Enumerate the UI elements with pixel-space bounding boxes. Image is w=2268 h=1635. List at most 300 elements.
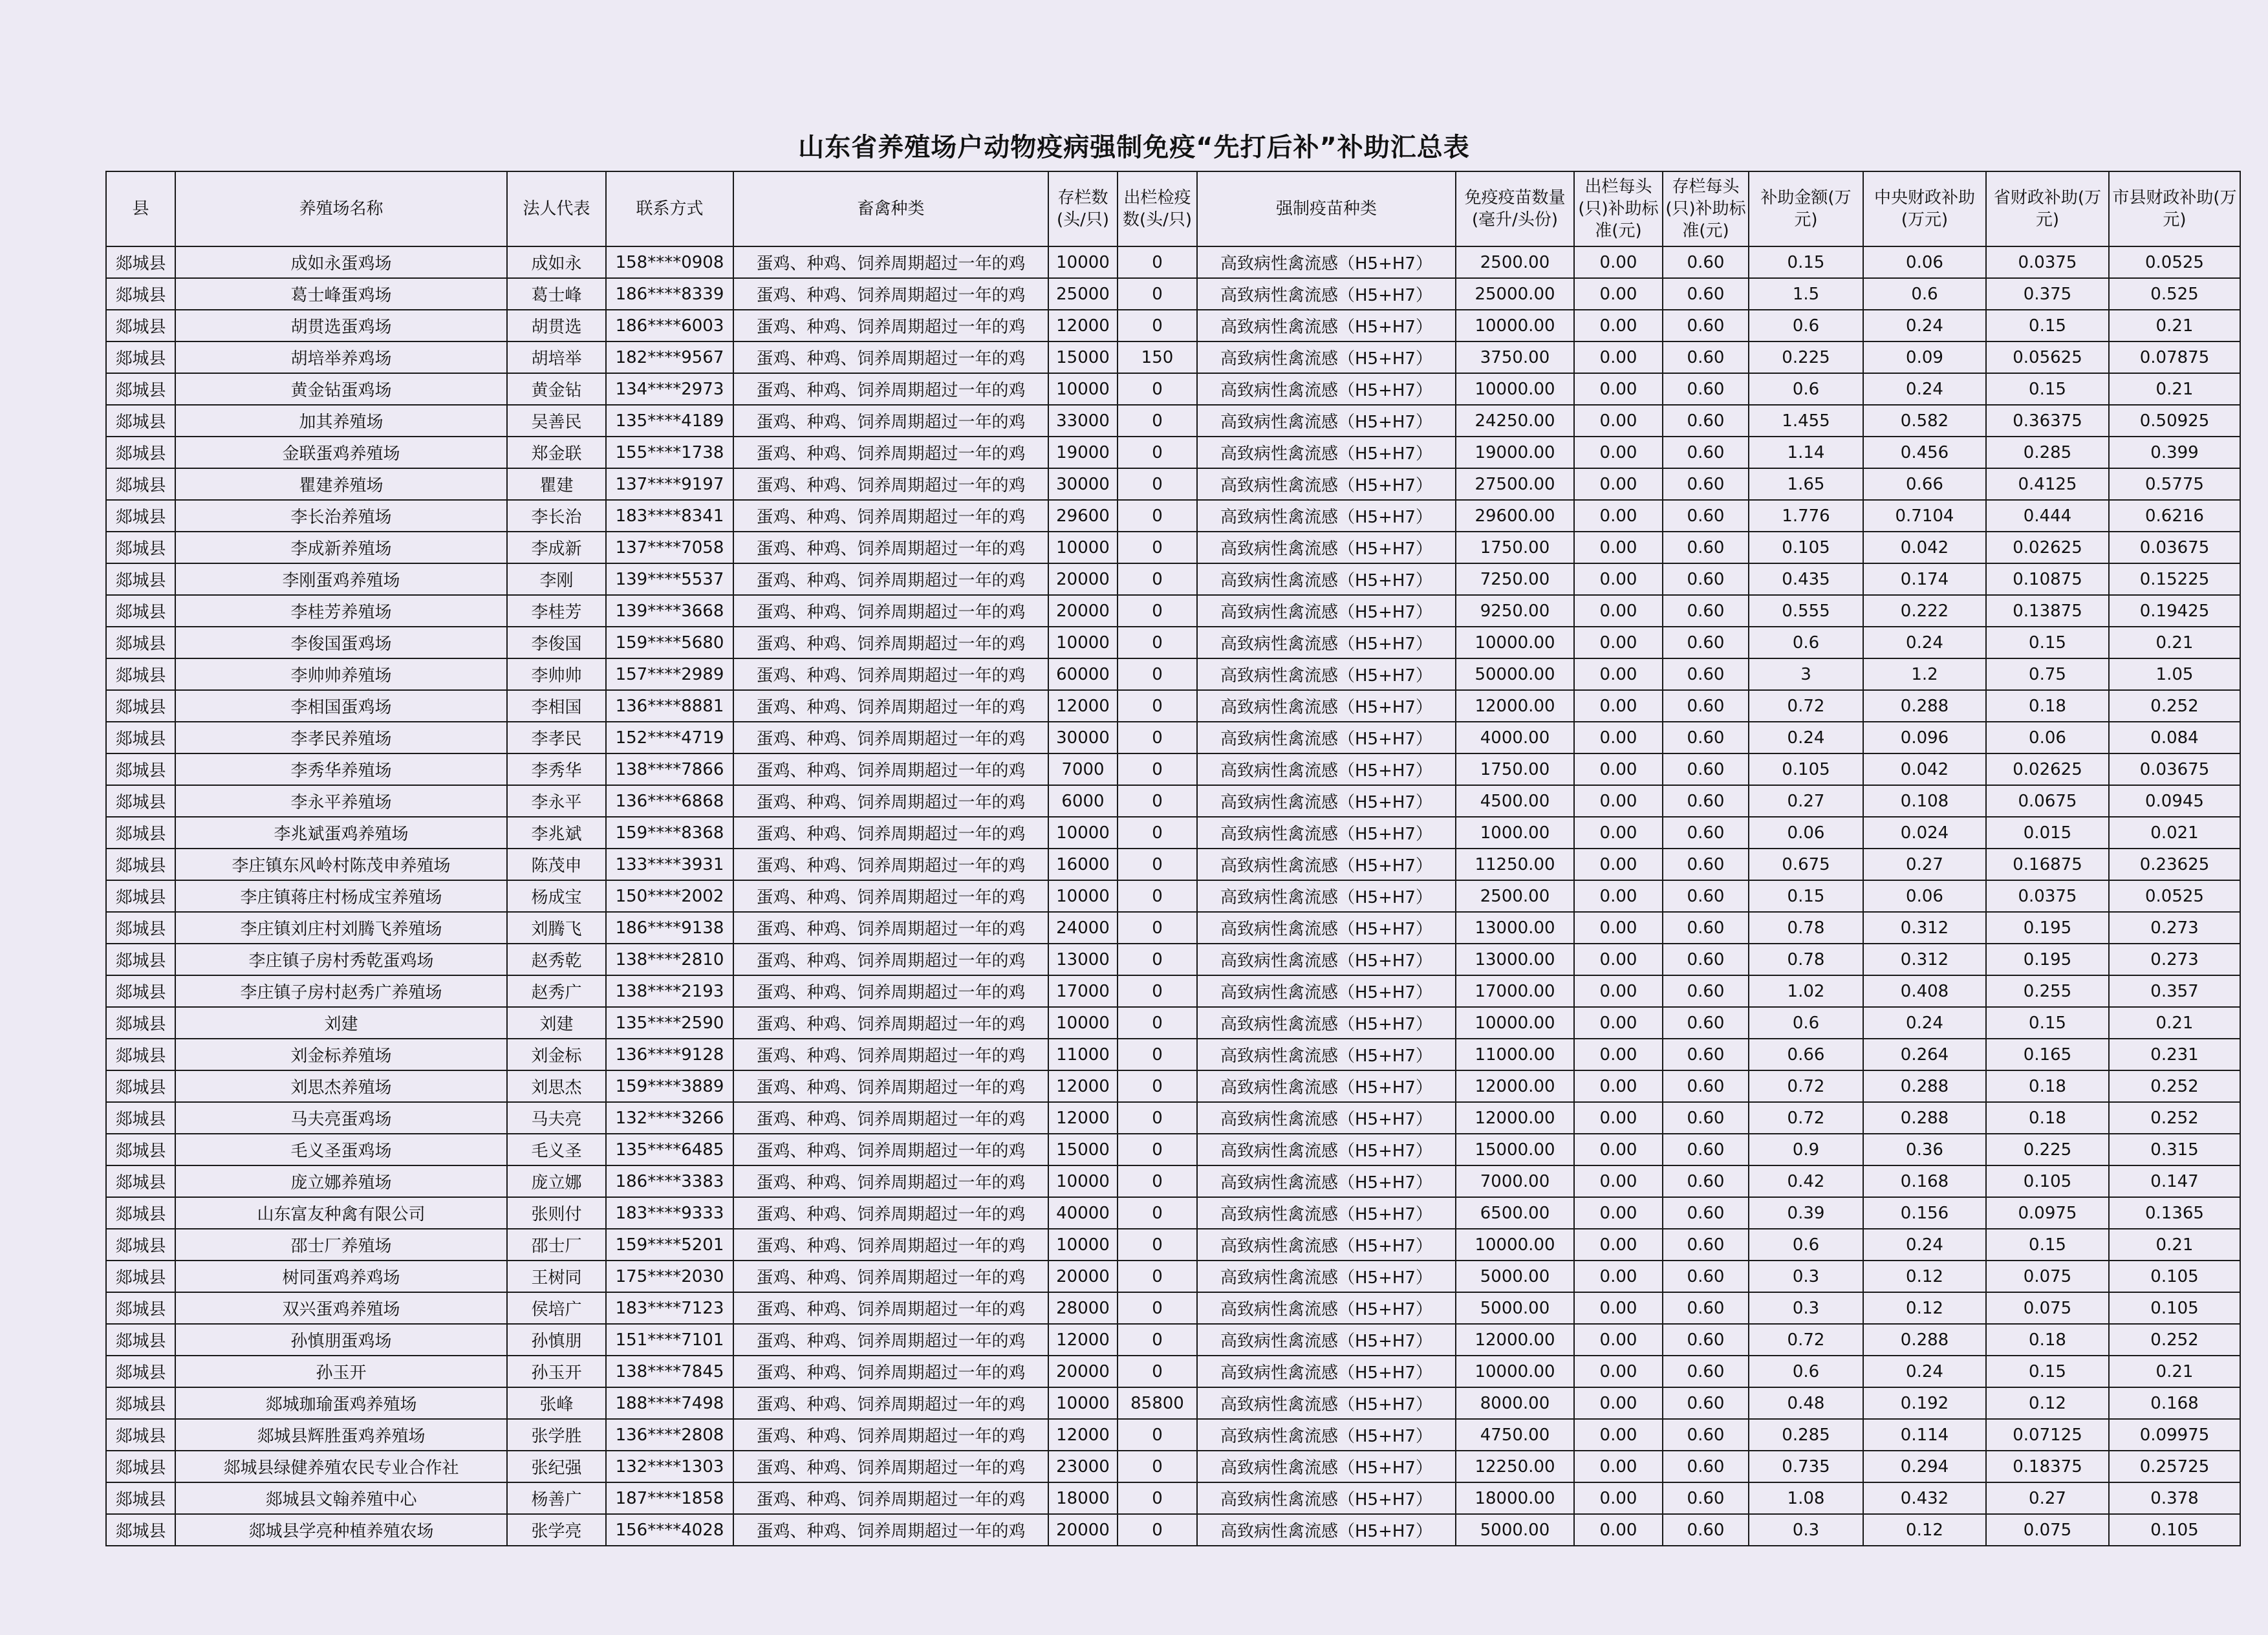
- table-cell: 郯城县: [106, 1007, 175, 1039]
- table-cell: 0.60: [1663, 595, 1749, 627]
- table-cell: 0.21: [2109, 1356, 2240, 1387]
- table-cell: 0.60: [1663, 658, 1749, 690]
- column-header: 存栏数(头/只): [1048, 171, 1118, 246]
- table-cell: 27500.00: [1456, 468, 1574, 500]
- table-cell: 25000.00: [1456, 278, 1574, 310]
- table-cell: 0.24: [1863, 1356, 1986, 1387]
- table-row: [106, 817, 2240, 849]
- table-cell: 郯城县: [106, 405, 175, 437]
- table-cell: 0: [1118, 817, 1197, 849]
- table-cell: 0.6216: [2109, 500, 2240, 532]
- table-cell: 0.675: [1749, 849, 1863, 880]
- column-header: 中央财政补助(万元): [1863, 171, 1986, 246]
- table-cell: 0.00: [1574, 1419, 1663, 1451]
- table-cell: 0.222: [1863, 595, 1986, 627]
- table-cell: 蛋鸡、种鸡、饲养周期超过一年的鸡: [733, 468, 1048, 500]
- table-cell: 137****9197: [606, 468, 733, 500]
- table-cell: 蛋鸡、种鸡、饲养周期超过一年的鸡: [733, 1007, 1048, 1039]
- table-cell: 13000: [1048, 944, 1118, 975]
- table-cell: 0.15: [1986, 310, 2109, 341]
- table-cell: 0.15: [1749, 246, 1863, 278]
- table-cell: 高致病性禽流感（H5+H7）: [1197, 563, 1456, 595]
- table-cell: 0.6: [1749, 1007, 1863, 1039]
- table-cell: 瞿建: [507, 468, 606, 500]
- table-cell: 10000: [1048, 373, 1118, 405]
- table-cell: 5000.00: [1456, 1292, 1574, 1324]
- table-cell: 0: [1118, 246, 1197, 278]
- table-cell: 0.735: [1749, 1451, 1863, 1482]
- table-cell: 19000: [1048, 437, 1118, 468]
- page-title: 山东省养殖场户动物疫病强制免疫“先打后补”补助汇总表: [798, 133, 1470, 162]
- table-cell: 0.21: [2109, 1229, 2240, 1261]
- table-cell: 0.00: [1574, 1102, 1663, 1134]
- table-cell: 刘腾飞: [507, 912, 606, 944]
- table-cell: 0.07125: [1986, 1419, 2109, 1451]
- table-cell: 24250.00: [1456, 405, 1574, 437]
- table-cell: 0.03675: [2109, 753, 2240, 785]
- table-row: [106, 1387, 2240, 1419]
- table-cell: 郯城县: [106, 341, 175, 373]
- table-cell: 0.66: [1749, 1039, 1863, 1070]
- table-cell: 12000: [1048, 1070, 1118, 1102]
- table-cell: 10000.00: [1456, 1007, 1574, 1039]
- table-cell: 高致病性禽流感（H5+H7）: [1197, 1356, 1456, 1387]
- table-cell: 蛋鸡、种鸡、饲养周期超过一年的鸡: [733, 1070, 1048, 1102]
- table-cell: 0.042: [1863, 532, 1986, 563]
- table-cell: 12000: [1048, 1324, 1118, 1356]
- table-cell: 0.72: [1749, 1070, 1863, 1102]
- table-cell: 成如永: [507, 246, 606, 278]
- table-cell: 0.105: [2109, 1514, 2240, 1546]
- table-cell: 0.0975: [1986, 1197, 2109, 1229]
- table-cell: 0.105: [2109, 1261, 2240, 1292]
- table-cell: 0.156: [1863, 1197, 1986, 1229]
- table-cell: 张学胜: [507, 1419, 606, 1451]
- table-cell: 0.312: [1863, 912, 1986, 944]
- column-header: 市县财政补助(万元): [2109, 171, 2240, 246]
- table-cell: 0.18: [1986, 1324, 2109, 1356]
- table-cell: 0.6: [1749, 1229, 1863, 1261]
- table-cell: 0: [1118, 690, 1197, 722]
- table-cell: 0: [1118, 405, 1197, 437]
- table-cell: 138****7866: [606, 753, 733, 785]
- table-cell: 0.27: [1749, 785, 1863, 817]
- table-cell: 0.3: [1749, 1514, 1863, 1546]
- table-cell: 高致病性禽流感（H5+H7）: [1197, 373, 1456, 405]
- table-cell: 0.105: [2109, 1292, 2240, 1324]
- table-cell: 赵秀广: [507, 975, 606, 1007]
- table-cell: 赵秀乾: [507, 944, 606, 975]
- table-cell: 12000.00: [1456, 690, 1574, 722]
- table-cell: 0.78: [1749, 912, 1863, 944]
- table-row: [106, 373, 2240, 405]
- table-cell: 0.15: [1986, 1356, 2109, 1387]
- table-cell: 0: [1118, 500, 1197, 532]
- table-cell: 高致病性禽流感（H5+H7）: [1197, 690, 1456, 722]
- table-cell: 0.60: [1663, 785, 1749, 817]
- table-cell: 李长治: [507, 500, 606, 532]
- table-cell: 175****2030: [606, 1261, 733, 1292]
- table-row: [106, 1261, 2240, 1292]
- table-cell: 胡贯选蛋鸡场: [175, 310, 507, 341]
- table-cell: 159****5680: [606, 627, 733, 658]
- table-cell: 0: [1118, 1165, 1197, 1197]
- table-row: [106, 1039, 2240, 1070]
- table-row: [106, 563, 2240, 595]
- table-cell: 135****6485: [606, 1134, 733, 1165]
- table-cell: 0.00: [1574, 468, 1663, 500]
- table-row: [106, 246, 2240, 278]
- table-cell: 高致病性禽流感（H5+H7）: [1197, 341, 1456, 373]
- table-cell: 高致病性禽流感（H5+H7）: [1197, 627, 1456, 658]
- table-cell: 0: [1118, 1007, 1197, 1039]
- table-cell: 0.00: [1574, 405, 1663, 437]
- table-cell: 李长治养殖场: [175, 500, 507, 532]
- table-cell: 0.168: [1863, 1165, 1986, 1197]
- table-cell: 0.435: [1749, 563, 1863, 595]
- table-cell: 0.36: [1863, 1134, 1986, 1165]
- table-cell: 胡贯选: [507, 310, 606, 341]
- table-cell: 136****8881: [606, 690, 733, 722]
- table-cell: 1000.00: [1456, 817, 1574, 849]
- table-cell: 郯城县: [106, 1514, 175, 1546]
- table-row: [106, 405, 2240, 437]
- table-cell: 高致病性禽流感（H5+H7）: [1197, 1292, 1456, 1324]
- table-cell: 85800: [1118, 1387, 1197, 1419]
- table-cell: 134****2973: [606, 373, 733, 405]
- table-cell: 刘思杰: [507, 1070, 606, 1102]
- table-cell: 高致病性禽流感（H5+H7）: [1197, 1007, 1456, 1039]
- table-cell: 11000.00: [1456, 1039, 1574, 1070]
- table-cell: 0.60: [1663, 341, 1749, 373]
- subsidy-table: [105, 171, 2241, 1546]
- table-cell: 0.6: [1863, 278, 1986, 310]
- column-header: 省财政补助(万元): [1986, 171, 2109, 246]
- table-cell: 0.60: [1663, 1261, 1749, 1292]
- table-cell: 30000: [1048, 468, 1118, 500]
- table-cell: 李桂芳养殖场: [175, 595, 507, 627]
- table-cell: 郯城县: [106, 500, 175, 532]
- table-cell: 0.075: [1986, 1261, 2109, 1292]
- table-cell: 郯城县: [106, 1134, 175, 1165]
- table-cell: 16000: [1048, 849, 1118, 880]
- table-cell: 136****2808: [606, 1419, 733, 1451]
- table-cell: 郯城县文翰养殖中心: [175, 1482, 507, 1514]
- table-cell: 蛋鸡、种鸡、饲养周期超过一年的鸡: [733, 849, 1048, 880]
- table-cell: 0.00: [1574, 1134, 1663, 1165]
- table-cell: 0: [1118, 1197, 1197, 1229]
- table-cell: 郯城县: [106, 1197, 175, 1229]
- table-cell: 郯城县: [106, 944, 175, 975]
- table-cell: 0.3: [1749, 1261, 1863, 1292]
- table-row: [106, 849, 2240, 880]
- table-cell: 0.00: [1574, 722, 1663, 753]
- table-cell: 郯城县: [106, 1387, 175, 1419]
- table-cell: 侯培广: [507, 1292, 606, 1324]
- table-cell: 0.60: [1663, 1482, 1749, 1514]
- table-cell: 树同蛋鸡养鸡场: [175, 1261, 507, 1292]
- table-cell: 0.00: [1574, 1324, 1663, 1356]
- table-cell: 郯城县绿健养殖农民专业合作社: [175, 1451, 507, 1482]
- table-cell: 黄金钻蛋鸡场: [175, 373, 507, 405]
- column-header: 存栏每头(只)补助标准(元): [1663, 171, 1749, 246]
- table-cell: 0.60: [1663, 1134, 1749, 1165]
- table-cell: 0.9: [1749, 1134, 1863, 1165]
- table-cell: 0.6: [1749, 373, 1863, 405]
- table-cell: 0.21: [2109, 1007, 2240, 1039]
- column-header: 补助金额(万元): [1749, 171, 1863, 246]
- table-cell: 0.15: [1986, 1007, 2109, 1039]
- table-cell: 高致病性禽流感（H5+H7）: [1197, 817, 1456, 849]
- table-cell: 150: [1118, 341, 1197, 373]
- table-cell: 1.5: [1749, 278, 1863, 310]
- table-cell: 18000: [1048, 1482, 1118, 1514]
- table-row: [106, 1451, 2240, 1482]
- table-cell: 10000: [1048, 1229, 1118, 1261]
- table-cell: 蛋鸡、种鸡、饲养周期超过一年的鸡: [733, 373, 1048, 405]
- table-cell: 李成新: [507, 532, 606, 563]
- table-cell: 18000.00: [1456, 1482, 1574, 1514]
- table-cell: 0.60: [1663, 1070, 1749, 1102]
- column-header: 出栏检疫数(头/只): [1118, 171, 1197, 246]
- table-row: [106, 785, 2240, 817]
- table-cell: 0.12: [1863, 1261, 1986, 1292]
- table-cell: 0: [1118, 437, 1197, 468]
- table-cell: 4500.00: [1456, 785, 1574, 817]
- table-cell: 0.285: [1749, 1419, 1863, 1451]
- table-cell: 郯城县: [106, 722, 175, 753]
- table-cell: 郯城县: [106, 1070, 175, 1102]
- table-cell: 0.07875: [2109, 341, 2240, 373]
- table-cell: 双兴蛋鸡养殖场: [175, 1292, 507, 1324]
- table-cell: 13000.00: [1456, 944, 1574, 975]
- table-cell: 高致病性禽流感（H5+H7）: [1197, 1039, 1456, 1070]
- table-cell: 183****9333: [606, 1197, 733, 1229]
- table-cell: 155****1738: [606, 437, 733, 468]
- table-cell: 0.10875: [1986, 563, 2109, 595]
- table-cell: 郯城县: [106, 1229, 175, 1261]
- table-cell: 0.75: [1986, 658, 2109, 690]
- table-cell: 郯城县: [106, 849, 175, 880]
- table-cell: 182****9567: [606, 341, 733, 373]
- table-cell: 0.66: [1863, 468, 1986, 500]
- table-cell: 0.00: [1574, 341, 1663, 373]
- table-cell: 马夫亮蛋鸡场: [175, 1102, 507, 1134]
- table-cell: 0: [1118, 1451, 1197, 1482]
- table-cell: 0.456: [1863, 437, 1986, 468]
- table-row: [106, 975, 2240, 1007]
- table-cell: 10000: [1048, 532, 1118, 563]
- table-cell: 157****2989: [606, 658, 733, 690]
- table-cell: 0.18375: [1986, 1451, 2109, 1482]
- table-cell: 0.16875: [1986, 849, 2109, 880]
- table-cell: 0.225: [1749, 341, 1863, 373]
- table-cell: 10000.00: [1456, 373, 1574, 405]
- table-cell: 刘金标: [507, 1039, 606, 1070]
- table-cell: 10000: [1048, 817, 1118, 849]
- table-cell: 0: [1118, 658, 1197, 690]
- table-cell: 0.60: [1663, 817, 1749, 849]
- table-cell: 0.00: [1574, 1039, 1663, 1070]
- table-row: [106, 944, 2240, 975]
- table-row: [106, 595, 2240, 627]
- table-cell: 0.72: [1749, 1102, 1863, 1134]
- table-cell: 0.00: [1574, 753, 1663, 785]
- table-cell: 0.294: [1863, 1451, 1986, 1482]
- table-cell: 0.24: [1863, 1007, 1986, 1039]
- table-cell: 郯城县: [106, 1324, 175, 1356]
- table-cell: 2500.00: [1456, 246, 1574, 278]
- table-cell: 邵士厂养殖场: [175, 1229, 507, 1261]
- table-cell: 17000.00: [1456, 975, 1574, 1007]
- table-cell: 李兆斌: [507, 817, 606, 849]
- table-cell: 151****7101: [606, 1324, 733, 1356]
- table-cell: 0.0525: [2109, 880, 2240, 912]
- table-cell: 0.00: [1574, 1070, 1663, 1102]
- table-cell: 186****9138: [606, 912, 733, 944]
- table-cell: 李永平: [507, 785, 606, 817]
- table-cell: 李庄镇子房村秀乾蛋鸡场: [175, 944, 507, 975]
- table-cell: 0: [1118, 1261, 1197, 1292]
- table-cell: 0.165: [1986, 1039, 2109, 1070]
- table-cell: 0.60: [1663, 532, 1749, 563]
- table-cell: 蛋鸡、种鸡、饲养周期超过一年的鸡: [733, 1134, 1048, 1165]
- table-cell: 0.06: [1986, 722, 2109, 753]
- table-cell: 0.27: [1986, 1482, 2109, 1514]
- table-row: [106, 341, 2240, 373]
- column-header: 县: [106, 171, 175, 246]
- table-cell: 4000.00: [1456, 722, 1574, 753]
- table-cell: 0.02625: [1986, 753, 2109, 785]
- table-cell: 0.00: [1574, 944, 1663, 975]
- table-cell: 高致病性禽流感（H5+H7）: [1197, 1134, 1456, 1165]
- table-cell: 15000.00: [1456, 1134, 1574, 1165]
- table-cell: 17000: [1048, 975, 1118, 1007]
- table-cell: 0.36375: [1986, 405, 2109, 437]
- table-row: [106, 1070, 2240, 1102]
- table-cell: 1.08: [1749, 1482, 1863, 1514]
- table-cell: 3: [1749, 658, 1863, 690]
- table-cell: 0: [1118, 468, 1197, 500]
- table-cell: 0.00: [1574, 975, 1663, 1007]
- table-cell: 0.312: [1863, 944, 1986, 975]
- table-cell: 0.42: [1749, 1165, 1863, 1197]
- table-cell: 蛋鸡、种鸡、饲养周期超过一年的鸡: [733, 278, 1048, 310]
- table-cell: 0: [1118, 975, 1197, 1007]
- table-cell: 毛义圣蛋鸡场: [175, 1134, 507, 1165]
- table-cell: 0.255: [1986, 975, 2109, 1007]
- table-cell: 郯城县辉胜蛋鸡养殖场: [175, 1419, 507, 1451]
- table-cell: 0.72: [1749, 1324, 1863, 1356]
- table-cell: 0.225: [1986, 1134, 2109, 1165]
- column-header: 出栏每头(只)补助标准(元): [1574, 171, 1663, 246]
- table-cell: 李孝民: [507, 722, 606, 753]
- table-cell: 0.582: [1863, 405, 1986, 437]
- table-cell: 蛋鸡、种鸡、饲养周期超过一年的鸡: [733, 341, 1048, 373]
- table-cell: 4750.00: [1456, 1419, 1574, 1451]
- table-row: [106, 627, 2240, 658]
- column-header: 养殖场名称: [175, 171, 507, 246]
- table-cell: 蛋鸡、种鸡、饲养周期超过一年的鸡: [733, 1451, 1048, 1482]
- table-cell: 李庄镇子房村赵秀广养殖场: [175, 975, 507, 1007]
- table-cell: 0.00: [1574, 1261, 1663, 1292]
- table-row: [106, 500, 2240, 532]
- table-cell: 0.00: [1574, 849, 1663, 880]
- table-row: [106, 437, 2240, 468]
- table-cell: 132****1303: [606, 1451, 733, 1482]
- table-cell: 郯城县: [106, 1482, 175, 1514]
- table-cell: 0.252: [2109, 1070, 2240, 1102]
- table-cell: 郯城县: [106, 1039, 175, 1070]
- table-cell: 8000.00: [1456, 1387, 1574, 1419]
- table-cell: 0.60: [1663, 500, 1749, 532]
- table-row: [106, 1165, 2240, 1197]
- column-header: 畜禽种类: [733, 171, 1048, 246]
- table-cell: 0.06: [1863, 246, 1986, 278]
- table-cell: 郯城县: [106, 1356, 175, 1387]
- table-cell: 15000: [1048, 341, 1118, 373]
- table-cell: 159****5201: [606, 1229, 733, 1261]
- table-cell: 0.0945: [2109, 785, 2240, 817]
- table-cell: 郯城县: [106, 880, 175, 912]
- table-cell: 葛士峰蛋鸡场: [175, 278, 507, 310]
- table-cell: 1.2: [1863, 658, 1986, 690]
- table-cell: 0.555: [1749, 595, 1863, 627]
- table-cell: 2500.00: [1456, 880, 1574, 912]
- table-cell: 0.06: [1863, 880, 1986, 912]
- table-cell: 0.3: [1749, 1292, 1863, 1324]
- table-cell: 高致病性禽流感（H5+H7）: [1197, 880, 1456, 912]
- table-cell: 156****4028: [606, 1514, 733, 1546]
- table-row: [106, 690, 2240, 722]
- table-cell: 蛋鸡、种鸡、饲养周期超过一年的鸡: [733, 1229, 1048, 1261]
- table-cell: 0.432: [1863, 1482, 1986, 1514]
- table-cell: 0.60: [1663, 975, 1749, 1007]
- table-cell: 0.174: [1863, 563, 1986, 595]
- table-cell: 0.60: [1663, 1102, 1749, 1134]
- table-cell: 张峰: [507, 1387, 606, 1419]
- table-cell: 136****9128: [606, 1039, 733, 1070]
- table-cell: 李孝民养殖场: [175, 722, 507, 753]
- table-cell: 24000: [1048, 912, 1118, 944]
- table-cell: 132****3266: [606, 1102, 733, 1134]
- table-row: [106, 880, 2240, 912]
- table-cell: 19000.00: [1456, 437, 1574, 468]
- table-cell: 0.00: [1574, 1165, 1663, 1197]
- table-cell: 0.024: [1863, 817, 1986, 849]
- table-row: [106, 1514, 2240, 1546]
- table-cell: 138****2810: [606, 944, 733, 975]
- table-cell: 0.288: [1863, 690, 1986, 722]
- table-cell: 10000: [1048, 246, 1118, 278]
- table-cell: 蛋鸡、种鸡、饲养周期超过一年的鸡: [733, 1482, 1048, 1514]
- table-cell: 0.105: [1749, 753, 1863, 785]
- table-cell: 孙玉开: [175, 1356, 507, 1387]
- table-cell: 0.399: [2109, 437, 2240, 468]
- table-cell: 0.231: [2109, 1039, 2240, 1070]
- table-cell: 郯城县: [106, 1165, 175, 1197]
- table-cell: 葛士峰: [507, 278, 606, 310]
- table-cell: 高致病性禽流感（H5+H7）: [1197, 1102, 1456, 1134]
- table-cell: 0.24: [1749, 722, 1863, 753]
- table-cell: 0.00: [1574, 1197, 1663, 1229]
- table-cell: 25000: [1048, 278, 1118, 310]
- table-cell: 0.378: [2109, 1482, 2240, 1514]
- table-cell: 0.00: [1574, 563, 1663, 595]
- table-cell: 135****2590: [606, 1007, 733, 1039]
- table-cell: 蛋鸡、种鸡、饲养周期超过一年的鸡: [733, 1165, 1048, 1197]
- table-cell: 0.48: [1749, 1387, 1863, 1419]
